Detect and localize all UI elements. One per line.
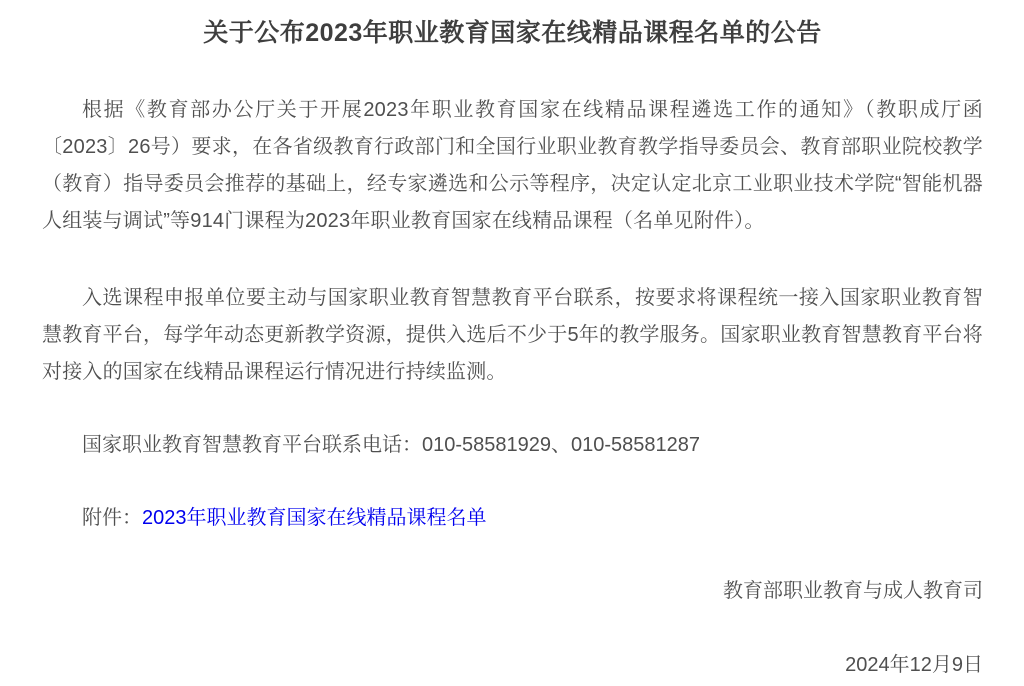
page-title: 关于公布2023年职业教育国家在线精品课程名单的公告 <box>203 19 822 47</box>
issuer-signature: 教育部职业教育与成人教育司 <box>723 580 983 602</box>
paragraph-requirements: 入选课程申报单位要主动与国家职业教育智慧教育平台联系，按要求将课程统一接入国家职业教育智慧教育平台，每学年动态更新教学资源，提供入选后不少于5年的教学服务。国家职业教育智慧教育平台将对接入的国家在线精品课程运行情况进行持续监测。 <box>42 287 983 383</box>
paragraph-basis: 根据《教育部办公厅关于开展2023年职业教育国家在线精品课程遴选工作的通知》（教职成厅函〔2023〕26号）要求，在各省级教育行政部门和全国行业职业教育教学指导委员会、教育部职业院校教学（教育）指导委员会推荐的基础上，经专家遴选和公示等程序，决定认定北京工业职业技术学院“智能机器人组装与调试”等914门课程为2023年职业教育国家在线精品课程（名单见附件）。 <box>42 99 983 232</box>
contact-label: 国家职业教育智慧教育平台联系电话： <box>82 434 422 456</box>
contact-phone-numbers: 010-58581929、010-58581287 <box>422 434 701 456</box>
issue-date: 2024年12月9日 <box>845 654 983 676</box>
attachment-label: 附件： <box>82 507 142 529</box>
contact-line <box>42 427 983 464</box>
attachment-line <box>42 500 983 537</box>
attachment-link[interactable]: 2023年职业教育国家在线精品课程名单 <box>142 507 487 529</box>
